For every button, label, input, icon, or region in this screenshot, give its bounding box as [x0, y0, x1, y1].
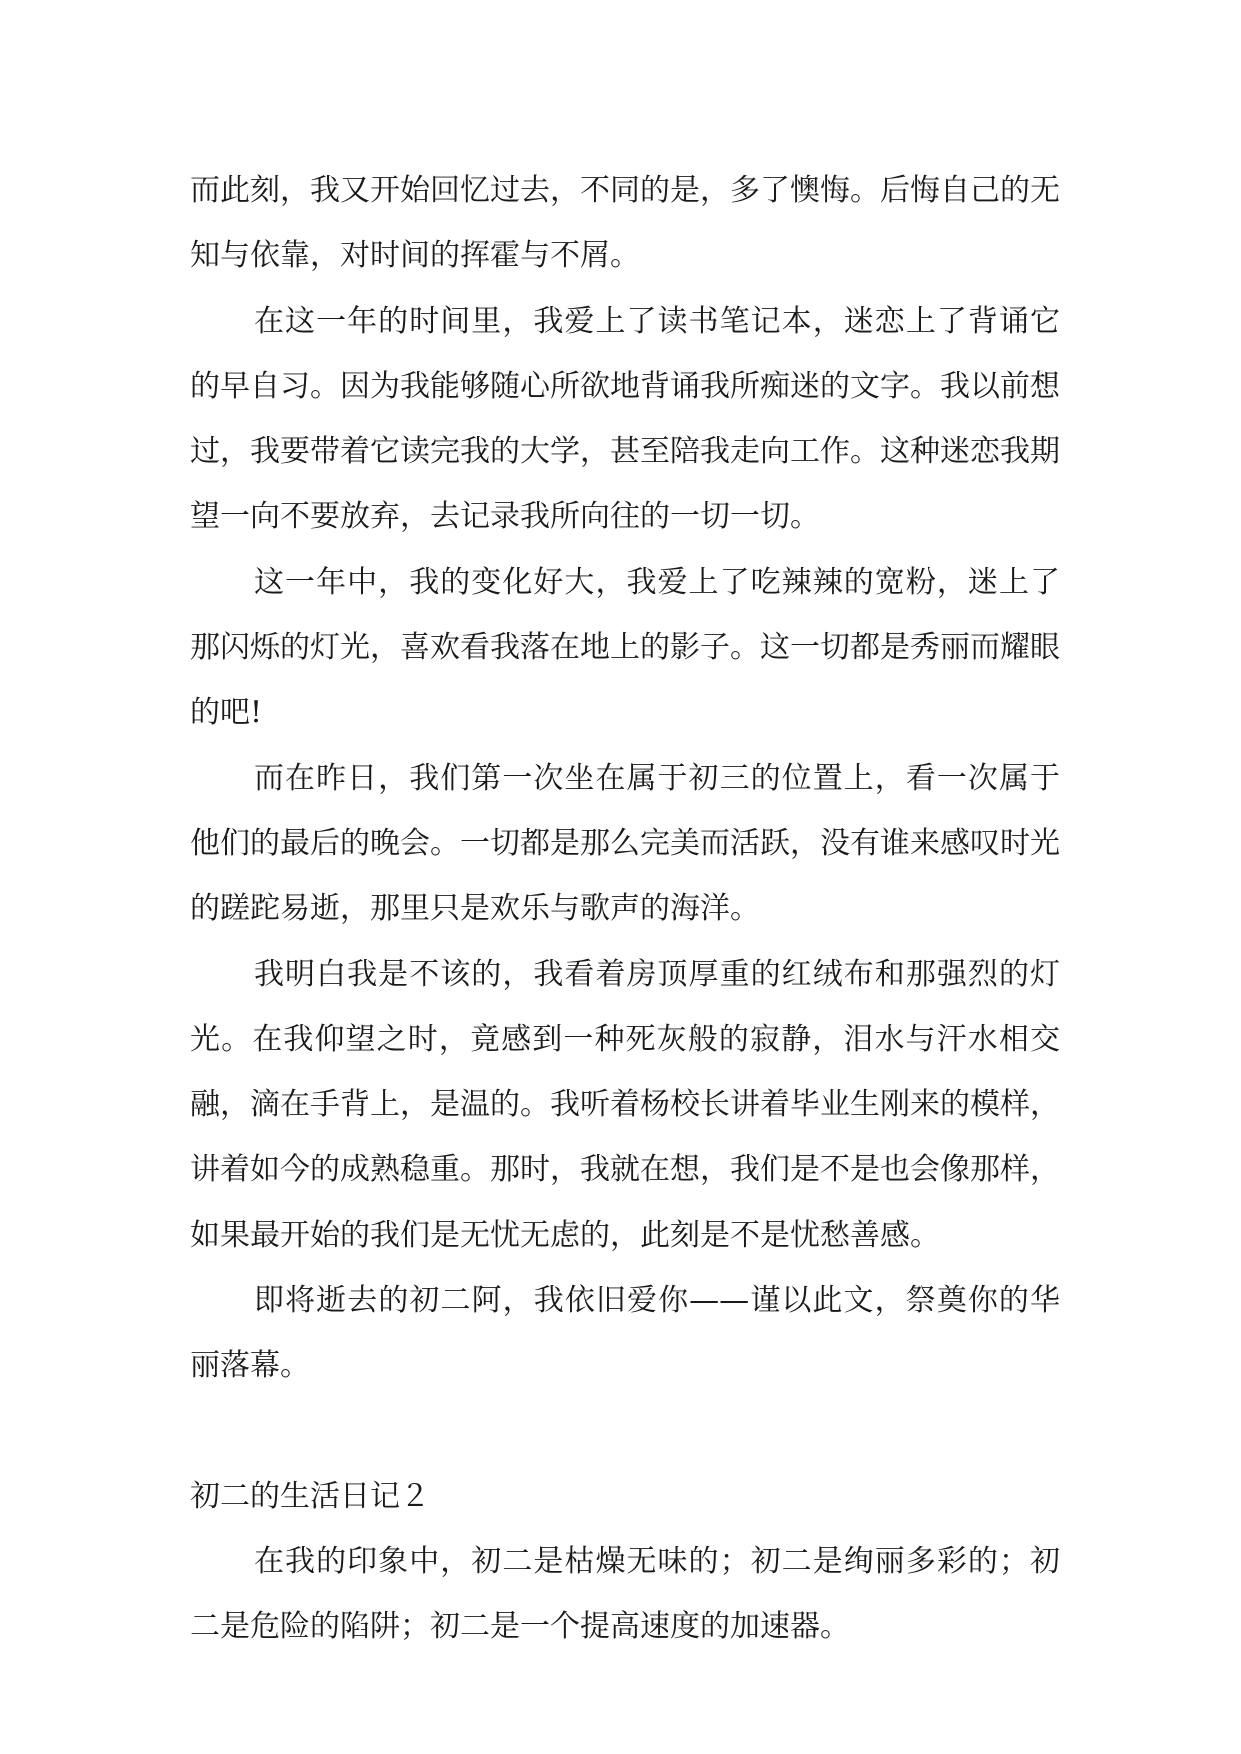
paragraph: 这一年中，我的变化好大，我爱上了吃辣辣的宽粉，迷上了那闪烁的灯光，喜欢看我落在地上的影子。这一切都是秀丽而耀眼的吧!	[190, 564, 1060, 731]
paragraph: 在我的印象中，初二是枯燥无味的；初二是绚丽多彩的；初二是危险的陷阱；初二是一个提高速度的加速器。	[190, 1543, 1060, 1645]
paragraph: 即将逝去的初二阿，我依旧爱你——谨以此文，祭奠你的华丽落幕。	[190, 1283, 1060, 1384]
section-title: 初二的生活日记２	[190, 1478, 430, 1514]
paragraph-continued: 而此刻，我又开始回忆过去，不同的是，多了懊悔。后悔自己的无知与依靠，对时间的挥霍与不屑。	[190, 173, 1060, 274]
paragraph: 在这一年的时间里，我爱上了读书笔记本，迷恋上了背诵它的早自习。因为我能够随心所欲地背诵我所痴迷的文字。我以前想过，我要带着它读完我的大学，甚至陪我走向工作。这种迷恋我期望一向不要放弃，去记录我所向往的一切一切。	[190, 303, 1060, 535]
paragraph: 我明白我是不该的，我看着房顶厚重的红绒布和那强烈的灯光。在我仰望之时，竟感到一种死灰般的寂静，泪水与汗水相交融，滴在手背上，是温的。我听着杨校长讲着毕业生刚来的模样，讲着如今的成熟稳重。那时，我就在想，我们是不是也会像那样，如果最开始的我们是无忧无虑的，此刻是不是忧愁善感。	[190, 956, 1060, 1253]
section-spacer	[190, 1399, 1060, 1464]
document-body	[190, 158, 1060, 1660]
paragraph: 而在昨日，我们第一次坐在属于初三的位置上，看一次属于他们的最后的晚会。一切都是那么完美而活跃，没有谁来感叹时光的蹉跎易逝，那里只是欢乐与歌声的海洋。	[190, 760, 1060, 927]
